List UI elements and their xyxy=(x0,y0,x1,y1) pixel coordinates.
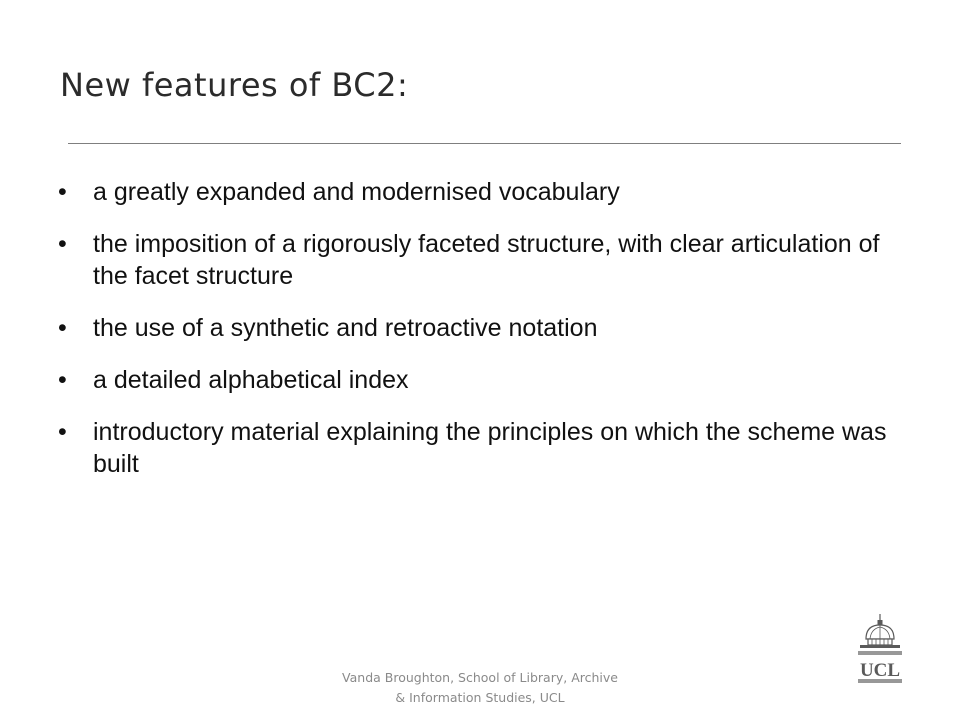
bullet-glyph: • xyxy=(58,366,67,394)
title-divider xyxy=(68,143,901,144)
bullet-item xyxy=(58,312,908,344)
ucl-logo xyxy=(852,612,908,690)
bullet-text: the use of a synthetic and retroactive notation xyxy=(93,314,598,342)
slide-title: New features of BC2: xyxy=(60,66,409,104)
bullet-glyph: • xyxy=(58,230,67,258)
bullet-glyph: • xyxy=(58,178,67,206)
footer-line-2: & Information Studies, UCL xyxy=(395,690,565,705)
bullet-item xyxy=(58,176,908,208)
bullet-item xyxy=(58,364,908,396)
bullet-text: a detailed alphabetical index xyxy=(93,366,409,394)
bullet-text: the imposition of a rigorously faceted structure, with clear articulation of the facet structure xyxy=(93,230,880,290)
bullet-text: a greatly expanded and modernised vocabulary xyxy=(93,178,620,206)
bullet-item xyxy=(58,228,908,292)
bullet-list xyxy=(58,176,908,500)
footer-line-1: Vanda Broughton, School of Library, Archive xyxy=(342,670,618,685)
bullet-text: introductory material explaining the principles on which the scheme was built xyxy=(93,418,887,478)
ucl-logo-text: UCL xyxy=(859,660,901,681)
bullet-glyph: • xyxy=(58,314,67,342)
bullet-item xyxy=(58,416,908,480)
bullet-glyph: • xyxy=(58,418,67,446)
slide-footer xyxy=(300,668,660,708)
